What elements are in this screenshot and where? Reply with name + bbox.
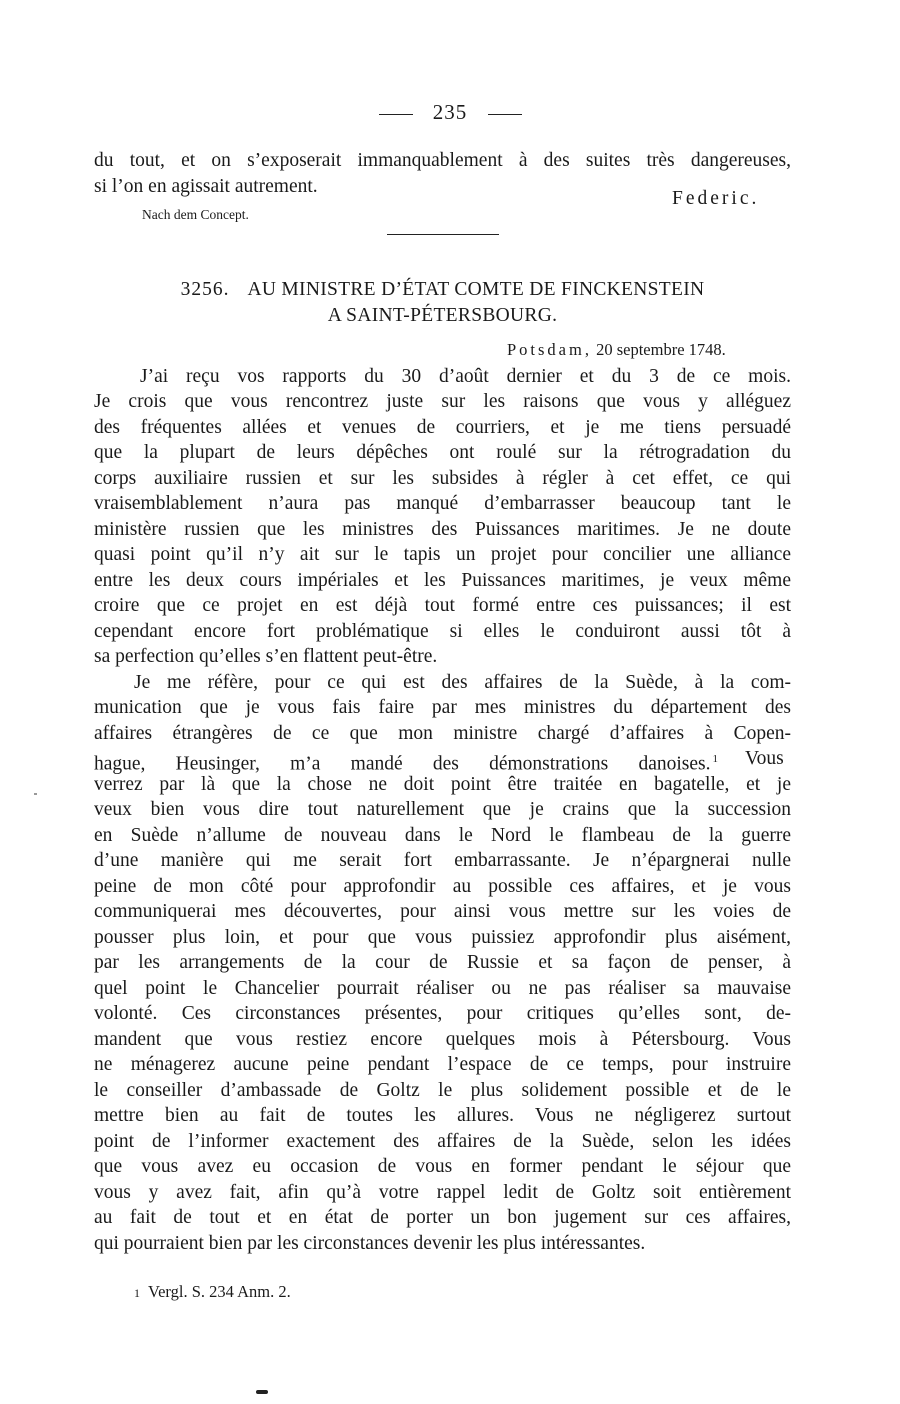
section-divider: [387, 234, 499, 235]
dateline-date: 20 septembre 1748.: [596, 340, 726, 359]
text-line: quel point le Chancelier pourrait réaliser ou ne pas réaliser sa mauvaise: [94, 978, 791, 999]
text-line: ne ménagerez aucune peine pendant l’espace de ce temps, pour instruire: [94, 1054, 791, 1075]
header-dash-right: [488, 114, 522, 115]
text-line: communiquerai mes découvertes, pour ainsi vous mettre sur les voies de: [94, 901, 791, 922]
footnote: [134, 1282, 291, 1302]
text-line: Je me réfère, pour ce qui est des affaires de la Suède, à la com-: [134, 672, 791, 693]
dateline: [507, 340, 726, 360]
text-line: volonté. Ces circonstances présentes, pour critiques qu’elles sont, de-: [94, 1003, 791, 1024]
scan-mark: [256, 1390, 268, 1394]
text-line: quasi point qu’il n’y ait sur le tapis un projet pour concilier une alliance: [94, 544, 791, 565]
text-line: d’une manière qui me serait fort embarrassante. Je n’épargnerai nulle: [94, 850, 791, 871]
text-line: point de l’informer exactement des affaires de la Suède, selon les idées: [94, 1131, 791, 1152]
prev-letter-line: du tout, et on s’exposerait immanquablement à des suites très dangereuses,: [94, 150, 791, 171]
text-line: pousser plus loin, et pour que vous puissiez approfondir plus aisément,: [94, 927, 791, 948]
text-line: ministère russien que les ministres des Puissances maritimes. Je ne doute: [94, 519, 791, 540]
text-line-continuation: Vous: [745, 748, 784, 769]
text-line: mettre bien au fait de toutes les allures. Vous ne négligerez surtout: [94, 1105, 791, 1126]
text-line: que vous avez eu occasion de vous en former pendant le séjour que: [94, 1156, 791, 1177]
text-line-content: hague, Heusinger, m’a mandé des démonstrations danoises.: [94, 753, 711, 775]
text-line: mandent que vous restiez encore quelques mois à Pétersbourg. Vous: [94, 1029, 791, 1050]
text-line: munication que je vous fais faire par mes ministres du département des: [94, 697, 791, 718]
text-line: en Suède n’allume de nouveau dans le Nord le flambeau de la guerre: [94, 825, 791, 846]
text-line: vraisemblablement n’aura pas manqué d’embarrasser beaucoup tant le: [94, 493, 791, 514]
letter-heading-line1: AU MINISTRE D’ÉTAT COMTE DE FINCKENSTEIN: [247, 279, 705, 300]
letter-heading-line2: A SAINT-PÉTERSBOURG.: [327, 305, 558, 326]
text-line: que la plupart de leurs dépêches ont roulé sur la rétrogradation du: [94, 442, 791, 463]
text-line: cependant encore fort problématique si elles le conduiront aussi tôt à: [94, 621, 791, 642]
text-line: croire que ce projet en est déjà tout formé entre ces puissances; il est: [94, 595, 791, 616]
source-note: Nach dem Concept.: [142, 207, 249, 222]
scan-mark: [34, 793, 37, 795]
text-line: verrez par là que la chose ne doit point être traitée en bagatelle, et je: [94, 774, 791, 795]
text-line: sa perfection qu’elles s’en flattent peut-être.: [94, 646, 438, 667]
letter-heading: [94, 276, 791, 303]
footnote-number: 1: [134, 1286, 140, 1300]
text-line: des fréquentes allées et venues de courriers, et je me tiens persuadé: [94, 417, 791, 438]
text-line: J’ai reçu vos rapports du 30 d’août dernier et du 3 de ce mois.: [140, 366, 791, 387]
text-line: au fait de tout et en état de porter un bon jugement sur ces affaires,: [94, 1207, 791, 1228]
header-dash-left: [379, 114, 413, 115]
text-line: vous y avez fait, afin qu’à votre rappel ledit de Goltz soit entièrement: [94, 1182, 791, 1203]
text-line: Je crois que vous rencontrez juste sur les raisons que vous y alléguez: [94, 391, 791, 412]
text-line: affaires étrangères de ce que mon ministre chargé d’affaires à Copen-: [94, 723, 791, 744]
text-line: le conseiller d’ambassade de Goltz le plus solidement possible et de le: [94, 1080, 791, 1101]
footnote-marker: 1: [712, 753, 718, 765]
prev-letter-line: si l’on en agissait autrement.: [94, 176, 318, 197]
footnote-text: Vergl. S. 234 Anm. 2.: [148, 1282, 291, 1301]
dateline-place: Potsdam,: [507, 340, 592, 359]
page-number: 235: [432, 100, 468, 124]
text-line: corps auxiliaire russien et sur les subsides à régler à cet effet, ce qui: [94, 468, 791, 489]
text-line: peine de mon côté pour approfondir au possible ces affaires, et je vous: [94, 876, 791, 897]
text-line: qui pourraient bien par les circonstances devenir les plus intéressantes.: [94, 1233, 646, 1254]
page-header: [0, 100, 900, 125]
text-line: veux bien vous dire tout naturellement que je crains que la succession: [94, 799, 791, 820]
signature: Federic.: [672, 188, 760, 209]
letter-number: 3256.: [180, 279, 230, 300]
text-line: entre les deux cours impériales et les Puissances maritimes, je veux même: [94, 570, 791, 591]
text-line: par les arrangements de la cour de Russie et sa façon de penser, à: [94, 952, 791, 973]
